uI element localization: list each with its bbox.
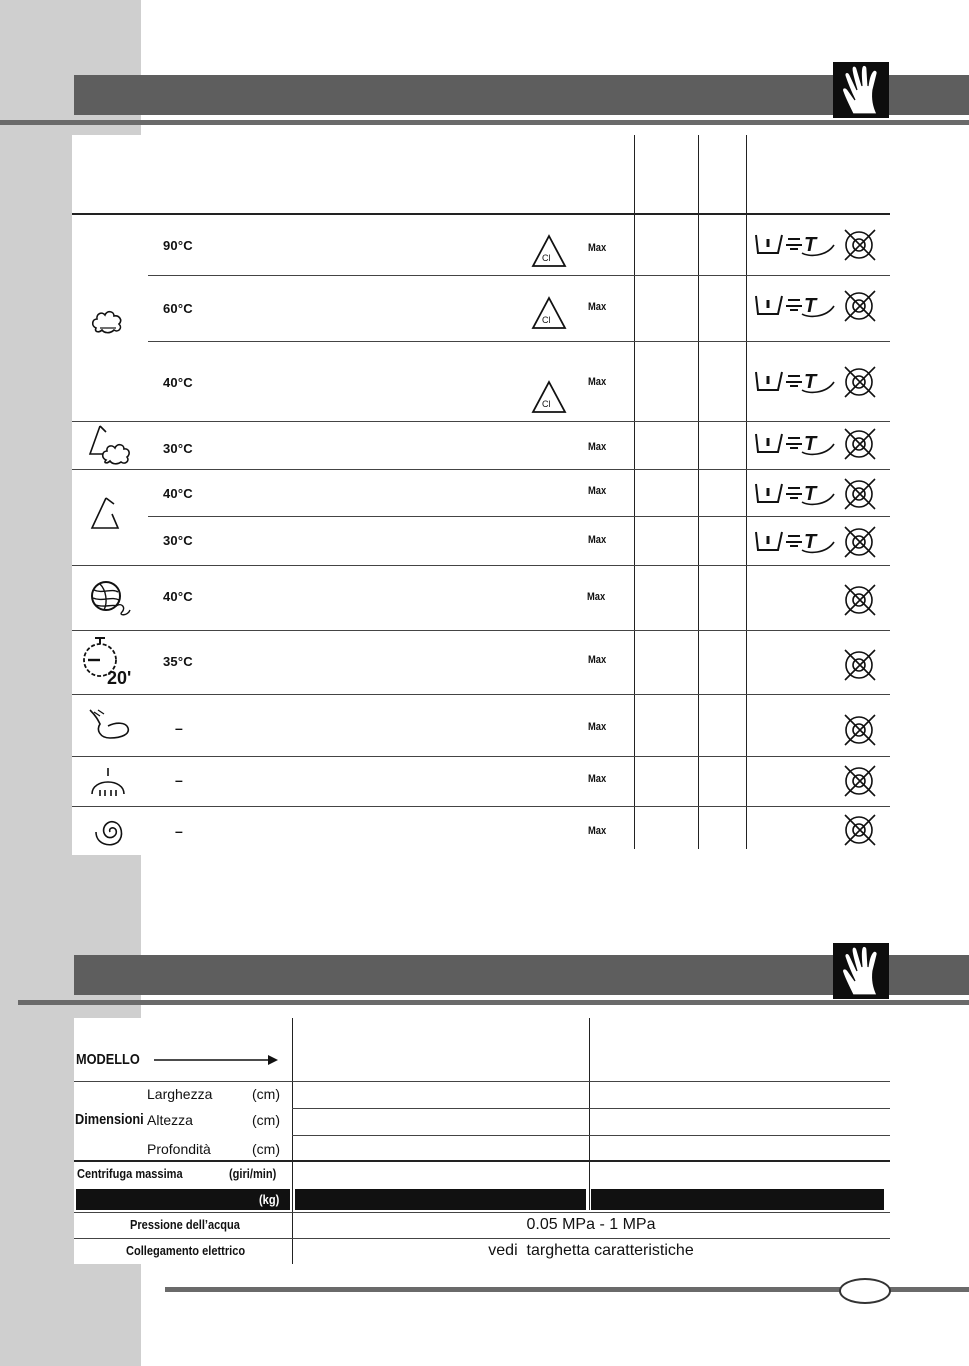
bleach-cl-icon	[531, 234, 567, 268]
hand-icon	[833, 943, 889, 999]
no-tumble-dry-icon	[842, 364, 878, 400]
max-label: Max	[588, 773, 607, 785]
capacity-cell	[591, 1189, 884, 1210]
temp-label: 30°C	[163, 441, 193, 456]
care-symbols-icon	[752, 229, 836, 259]
no-tumble-dry-icon	[842, 647, 878, 683]
temp-label: 30°C	[163, 533, 193, 548]
pressure-value: 0.05 MPa - 1 MPa	[526, 1216, 656, 1233]
section-rule-1	[0, 120, 969, 125]
section-rule-2	[18, 1000, 969, 1005]
mixed-icon	[86, 424, 132, 466]
no-tumble-dry-icon	[842, 763, 878, 799]
no-tumble-dry-icon	[842, 812, 878, 848]
timer-20-icon	[80, 636, 140, 688]
temp-label: 90°C	[163, 238, 193, 253]
capacity-cell	[295, 1189, 586, 1210]
care-symbols-icon	[752, 526, 836, 556]
no-tumble-dry-icon	[842, 524, 878, 560]
no-tumble-dry-icon	[842, 712, 878, 748]
max-label: Max	[588, 825, 607, 837]
rinse-icon	[86, 706, 134, 744]
svg-text:T: T	[804, 234, 817, 256]
spin-label: Centrifuga massima	[77, 1166, 183, 1181]
capacity-unit: (kg)	[259, 1192, 280, 1207]
no-tumble-dry-icon	[842, 288, 878, 324]
svg-text:T: T	[804, 295, 817, 317]
svg-text:Cl: Cl	[542, 315, 551, 325]
electric-label: Collegamento elettrico	[126, 1243, 246, 1258]
arrow-right-icon	[152, 1054, 280, 1066]
bleach-cl-icon	[531, 296, 567, 330]
spin-unit: (giri/min)	[229, 1166, 277, 1181]
page-number-oval	[839, 1278, 891, 1304]
capacity-row	[76, 1189, 290, 1210]
model-label: MODELLO	[76, 1051, 140, 1068]
max-label: Max	[588, 534, 607, 546]
temp-label: 35°C	[163, 654, 193, 669]
max-label: Max	[588, 301, 607, 313]
spin-icon	[90, 814, 130, 850]
pressure-label: Pressione dell’acqua	[130, 1217, 240, 1232]
svg-text:T: T	[804, 371, 817, 393]
max-label: Max	[588, 242, 607, 254]
temp-label: 40°C	[163, 375, 193, 390]
care-symbols-icon	[752, 290, 836, 320]
cotton-icon	[90, 306, 126, 336]
temp-label: –	[175, 720, 183, 736]
width-label: Larghezza	[147, 1086, 213, 1102]
svg-text:Cl: Cl	[542, 399, 551, 409]
svg-text:Cl: Cl	[542, 253, 551, 263]
dimensions-label: Dimensioni	[75, 1111, 144, 1128]
temp-label: –	[175, 823, 183, 839]
width-unit: (cm)	[252, 1086, 280, 1102]
care-symbols-icon	[752, 366, 836, 396]
no-tumble-dry-icon	[842, 227, 878, 263]
svg-text:T: T	[804, 531, 817, 553]
depth-unit: (cm)	[252, 1141, 280, 1157]
care-symbols-icon	[752, 478, 836, 508]
max-label: Max	[588, 376, 607, 388]
temp-label: 40°C	[163, 486, 193, 501]
svg-text:T: T	[804, 433, 817, 455]
hand-icon	[833, 62, 889, 118]
svg-text:20': 20'	[107, 668, 132, 688]
synthetic-icon	[88, 494, 124, 532]
care-symbols-icon	[752, 428, 836, 458]
height-label: Altezza	[147, 1112, 193, 1128]
max-label: Max	[588, 654, 607, 666]
no-tumble-dry-icon	[842, 426, 878, 462]
electric-value: vedi targhetta caratteristiche	[488, 1242, 694, 1259]
svg-text:T: T	[804, 483, 817, 505]
no-tumble-dry-icon	[842, 582, 878, 618]
bleach-cl-icon	[531, 380, 567, 414]
no-tumble-dry-icon	[842, 476, 878, 512]
max-label: Max	[588, 441, 607, 453]
wool-icon	[86, 578, 132, 618]
temp-label: 40°C	[163, 589, 193, 604]
max-label: Max	[588, 485, 607, 497]
temp-label: 60°C	[163, 301, 193, 316]
drain-icon	[88, 764, 128, 802]
height-unit: (cm)	[252, 1112, 280, 1128]
max-label: Max	[588, 721, 607, 733]
depth-label: Profondità	[147, 1141, 211, 1157]
max-label: Max	[587, 591, 606, 603]
temp-label: –	[175, 772, 183, 788]
